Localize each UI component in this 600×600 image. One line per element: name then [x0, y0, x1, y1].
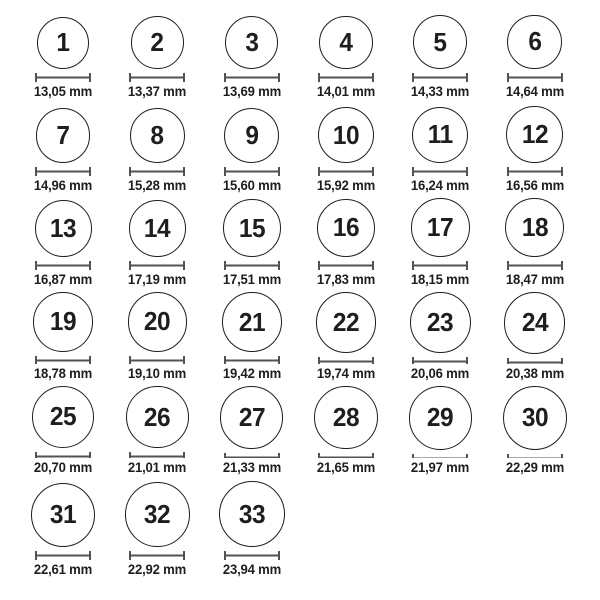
diameter-label: 14,33 mm [411, 84, 470, 99]
ring-circle [35, 200, 92, 257]
diameter-label: 21,65 mm [316, 460, 376, 475]
ring-circle [130, 108, 185, 163]
diameter-label: 14,01 mm [316, 84, 376, 99]
diameter-indicator [412, 73, 468, 82]
diameter-label: 18,15 mm [411, 272, 470, 287]
diameter-indicator [129, 73, 185, 82]
ring-circle [222, 292, 282, 352]
ring-size-cell [16, 292, 110, 386]
ring-circle [128, 292, 188, 352]
diameter-label: 17,19 mm [128, 272, 187, 287]
ring-circle [505, 198, 564, 257]
ring-size-number: 14 [144, 212, 171, 243]
diameter-label: 14,64 mm [505, 84, 564, 99]
ring-size-cell [205, 10, 299, 104]
diameter-label: 22,61 mm [34, 562, 93, 577]
ring-size-number: 32 [144, 499, 171, 530]
ring-size-cell [110, 10, 204, 104]
ring-size-cell [299, 198, 393, 292]
diameter-label: 15,92 mm [316, 178, 376, 193]
ring-size-cell [487, 386, 581, 480]
ring-circle [319, 16, 373, 70]
ring-size-number: 12 [521, 119, 548, 150]
diameter-label: 20,38 mm [505, 366, 564, 381]
ring-size-number: 22 [332, 306, 360, 337]
ring-size-number: 4 [339, 26, 353, 57]
diameter-indicator [35, 551, 91, 560]
diameter-indicator [224, 73, 280, 82]
diameter-label: 16,24 mm [411, 178, 470, 193]
ring-circle [224, 108, 280, 164]
ring-size-number: 21 [238, 306, 265, 337]
ring-size-cell [110, 480, 204, 582]
diameter-indicator [35, 167, 91, 176]
ring-size-number: 8 [150, 119, 165, 150]
ring-circle [316, 292, 377, 353]
ring-size-cell [393, 104, 487, 198]
ring-size-number: 17 [427, 212, 454, 243]
diameter-indicator [129, 167, 185, 176]
diameter-label: 20,70 mm [34, 460, 93, 475]
ring-circle [33, 292, 93, 352]
diameter-indicator [412, 454, 468, 459]
ring-size-number: 15 [238, 212, 265, 243]
ring-circle [411, 198, 470, 257]
ring-size-number: 7 [56, 120, 70, 151]
chart-row [16, 104, 600, 198]
ring-size-cell [110, 292, 204, 386]
diameter-indicator [412, 261, 468, 270]
ring-size-number: 27 [238, 401, 265, 432]
diameter-indicator [412, 167, 468, 176]
ring-circle [317, 199, 375, 257]
diameter-indicator [507, 358, 563, 365]
ring-circle [220, 386, 283, 449]
ring-size-cell [393, 10, 487, 104]
ring-size-cell [487, 292, 581, 386]
diameter-indicator [129, 551, 185, 560]
ring-size-number: 6 [528, 26, 542, 57]
diameter-label: 21,33 mm [222, 460, 281, 475]
chart-row [16, 480, 600, 582]
diameter-label: 23,94 mm [222, 562, 281, 577]
ring-size-number: 13 [50, 212, 77, 243]
ring-size-number: 3 [245, 26, 259, 57]
diameter-label: 13,69 mm [222, 84, 281, 99]
diameter-indicator [129, 261, 185, 270]
chart-row [16, 386, 600, 480]
diameter-label: 16,56 mm [505, 178, 564, 193]
ring-size-cell [393, 198, 487, 292]
ring-size-cell [299, 386, 393, 480]
ring-size-cell [393, 292, 487, 386]
diameter-label: 15,60 mm [222, 178, 281, 193]
ring-circle [413, 15, 467, 69]
ring-size-cell [393, 386, 487, 480]
ring-size-number: 20 [144, 306, 171, 337]
diameter-indicator [507, 261, 563, 270]
ring-circle [31, 483, 95, 547]
ring-circle [129, 200, 187, 258]
ring-size-cell [16, 198, 110, 292]
ring-circle [506, 106, 563, 163]
diameter-indicator [412, 357, 468, 364]
ring-size-number: 2 [150, 27, 165, 58]
diameter-label: 15,28 mm [128, 178, 187, 193]
diameter-indicator [129, 452, 185, 458]
diameter-label: 13,05 mm [34, 84, 93, 99]
chart-row [16, 292, 600, 386]
ring-size-cell [16, 10, 110, 104]
diameter-label: 19,74 mm [316, 366, 376, 381]
ring-size-number: 10 [332, 119, 360, 150]
ring-size-cell [299, 104, 393, 198]
ring-circle [412, 107, 468, 163]
ring-size-cell [487, 198, 581, 292]
ring-size-cell [205, 386, 299, 480]
ring-size-cell [110, 386, 204, 480]
diameter-label: 22,29 mm [505, 460, 564, 475]
ring-size-cell [16, 104, 110, 198]
diameter-indicator [507, 167, 563, 176]
ring-circle [503, 386, 567, 450]
ring-circle [409, 386, 473, 450]
ring-circle [126, 386, 188, 448]
ring-size-number: 23 [427, 307, 454, 338]
diameter-label: 17,83 mm [316, 272, 376, 287]
ring-circle [219, 481, 285, 547]
diameter-indicator [507, 454, 563, 458]
ring-size-cell [299, 292, 393, 386]
ring-circle [225, 16, 278, 69]
ring-circle [504, 292, 566, 354]
ring-circle [36, 108, 91, 163]
diameter-label: 17,51 mm [222, 272, 281, 287]
diameter-indicator [507, 73, 563, 82]
diameter-label: 14,96 mm [34, 178, 93, 193]
diameter-label: 13,37 mm [128, 84, 187, 99]
chart-row [16, 198, 600, 292]
diameter-indicator [35, 261, 91, 270]
diameter-label: 16,87 mm [34, 272, 93, 287]
ring-size-number: 16 [332, 212, 360, 243]
ring-size-cell [110, 104, 204, 198]
diameter-indicator [318, 261, 374, 270]
diameter-indicator [224, 167, 280, 176]
ring-size-cell [299, 10, 393, 104]
diameter-indicator [129, 356, 185, 364]
ring-size-number: 31 [50, 499, 77, 530]
ring-size-number: 11 [427, 119, 453, 150]
diameter-indicator [224, 356, 280, 364]
ring-circle [410, 292, 471, 353]
diameter-indicator [35, 73, 91, 82]
ring-circle [507, 15, 561, 69]
ring-size-number: 30 [521, 402, 548, 433]
diameter-label: 18,47 mm [505, 272, 564, 287]
ring-circle [314, 386, 377, 449]
diameter-indicator [318, 73, 374, 82]
ring-size-cell [205, 480, 299, 582]
ring-circle [318, 107, 374, 163]
diameter-label: 19,42 mm [222, 366, 281, 381]
ring-circle [131, 16, 184, 69]
ring-size-number: 28 [332, 402, 360, 433]
ring-size-number: 26 [144, 401, 171, 432]
diameter-indicator [318, 357, 374, 364]
ring-size-number: 1 [56, 27, 70, 58]
ring-size-cell [110, 198, 204, 292]
ring-size-number: 24 [521, 307, 548, 338]
diameter-label: 21,97 mm [411, 460, 470, 475]
ring-size-number: 18 [521, 212, 548, 243]
ring-size-number: 5 [433, 26, 447, 57]
diameter-label: 20,06 mm [411, 366, 470, 381]
diameter-indicator [318, 167, 374, 176]
ring-size-number: 19 [50, 306, 77, 337]
chart-row [16, 10, 600, 104]
ring-size-cell [487, 104, 581, 198]
ring-size-number: 29 [427, 402, 454, 433]
ring-size-cell [205, 104, 299, 198]
ring-size-number: 25 [50, 401, 77, 432]
diameter-indicator [35, 452, 91, 458]
diameter-label: 21,01 mm [128, 460, 187, 475]
ring-size-cell [487, 10, 581, 104]
ring-size-cell [16, 480, 110, 582]
ring-circle [37, 17, 89, 69]
diameter-indicator [224, 261, 280, 270]
diameter-label: 22,92 mm [128, 562, 187, 577]
diameter-label: 19,10 mm [128, 366, 187, 381]
ring-size-cell [205, 292, 299, 386]
ring-size-cell [16, 386, 110, 480]
ring-size-number: 9 [245, 119, 259, 150]
ring-circle [32, 386, 94, 448]
diameter-label: 18,78 mm [34, 366, 93, 381]
ring-circle [125, 482, 190, 547]
ring-size-cell [205, 198, 299, 292]
ring-circle [223, 199, 281, 257]
diameter-indicator [35, 356, 91, 365]
diameter-indicator [224, 551, 280, 560]
diameter-indicator [224, 453, 280, 458]
ring-size-number: 33 [238, 498, 265, 529]
diameter-indicator [318, 453, 374, 458]
